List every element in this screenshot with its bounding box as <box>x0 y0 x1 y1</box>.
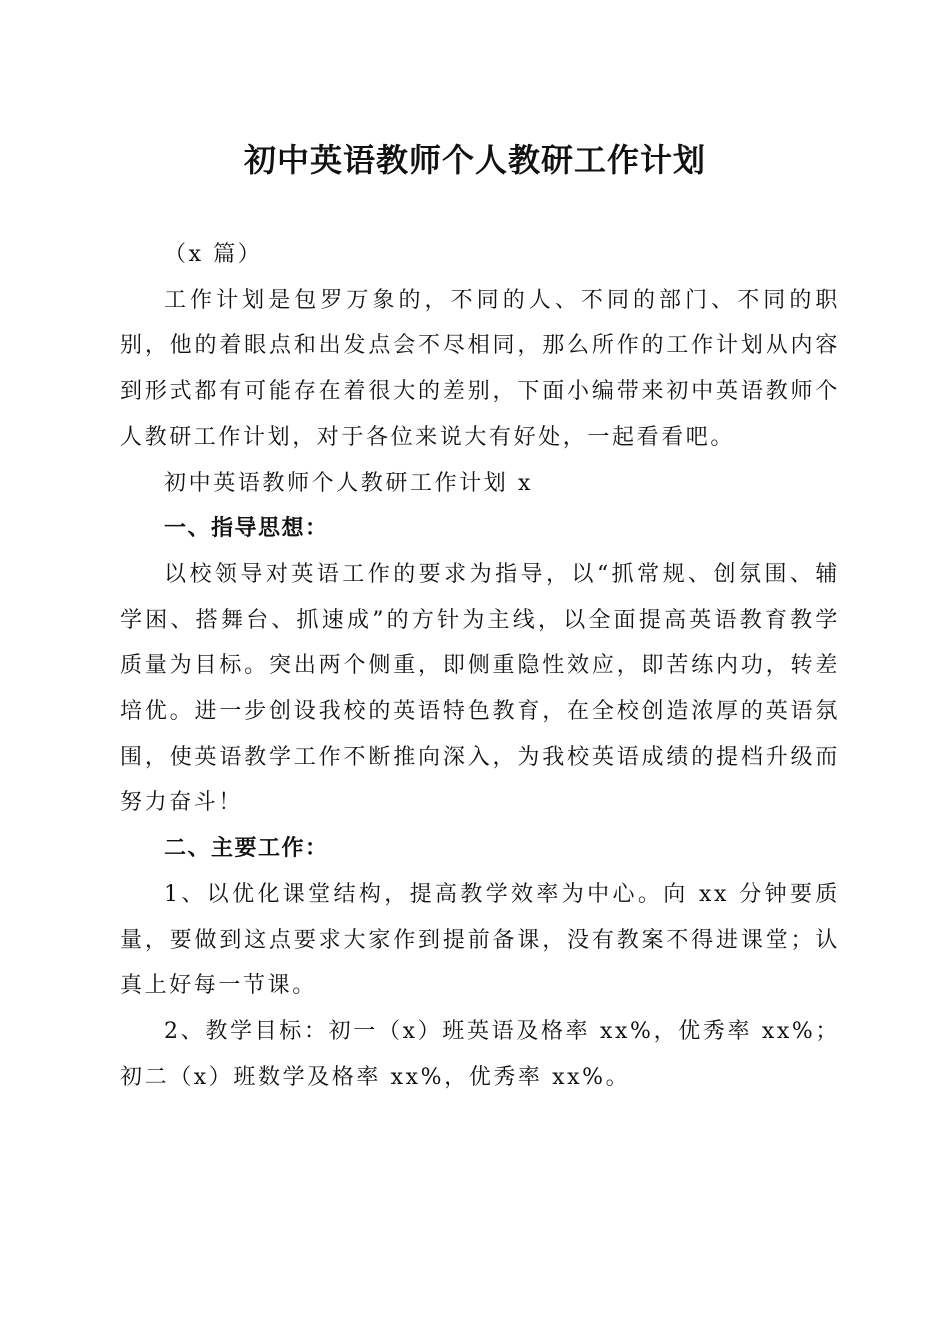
intro-paragraph: 工作计划是包罗万象的，不同的人、不同的部门、不同的职别，他的着眼点和出发点会不尽相同，那么所作的工作计划从内容到形式都有可能存在着很大的差别，下面小编带来初中英语教师个人教研工作计划，对于各位来说大有好处，一起看看吧。 <box>120 287 840 450</box>
section-heading-main-work: 二、主要工作： <box>164 836 329 862</box>
main-work-item-1: 1、以优化课堂结构，提高教学效率为中心。向 xx 分钟要质量，要做到这点要求大家作到提前备课，没有教案不得进课堂；认真上好每一节课。 <box>120 881 840 999</box>
document-body <box>120 232 840 1100</box>
document-title: 初中英语教师个人教研工作计划 <box>243 141 706 179</box>
section-count-note: （x 篇） <box>164 242 263 267</box>
guiding-ideology-paragraph: 以校领导对英语工作的要求为指导，以“抓常规、创氛围、辅学困、搭舞台、抓速成”的方针为主线，以全面提高英语教育教学质量为目标。突出两个侧重，即侧重隐性效应，即苦练内功，转差培优。进一步创设我校的英语特色教育，在全校创造浓厚的英语氛围，使英语教学工作不断推向深入，为我校英语成绩的提档升级而努力奋斗！ <box>120 561 840 816</box>
main-work-item-2: 2、教学目标：初一（x）班英语及格率 xx%，优秀率 xx%；初二（x）班数学及格率 xx%，优秀率 xx%。 <box>120 1018 840 1090</box>
section-heading-guiding-ideology: 一、指导思想： <box>164 516 329 542</box>
plan-subtitle: 初中英语教师个人教研工作计划 x <box>164 470 534 496</box>
